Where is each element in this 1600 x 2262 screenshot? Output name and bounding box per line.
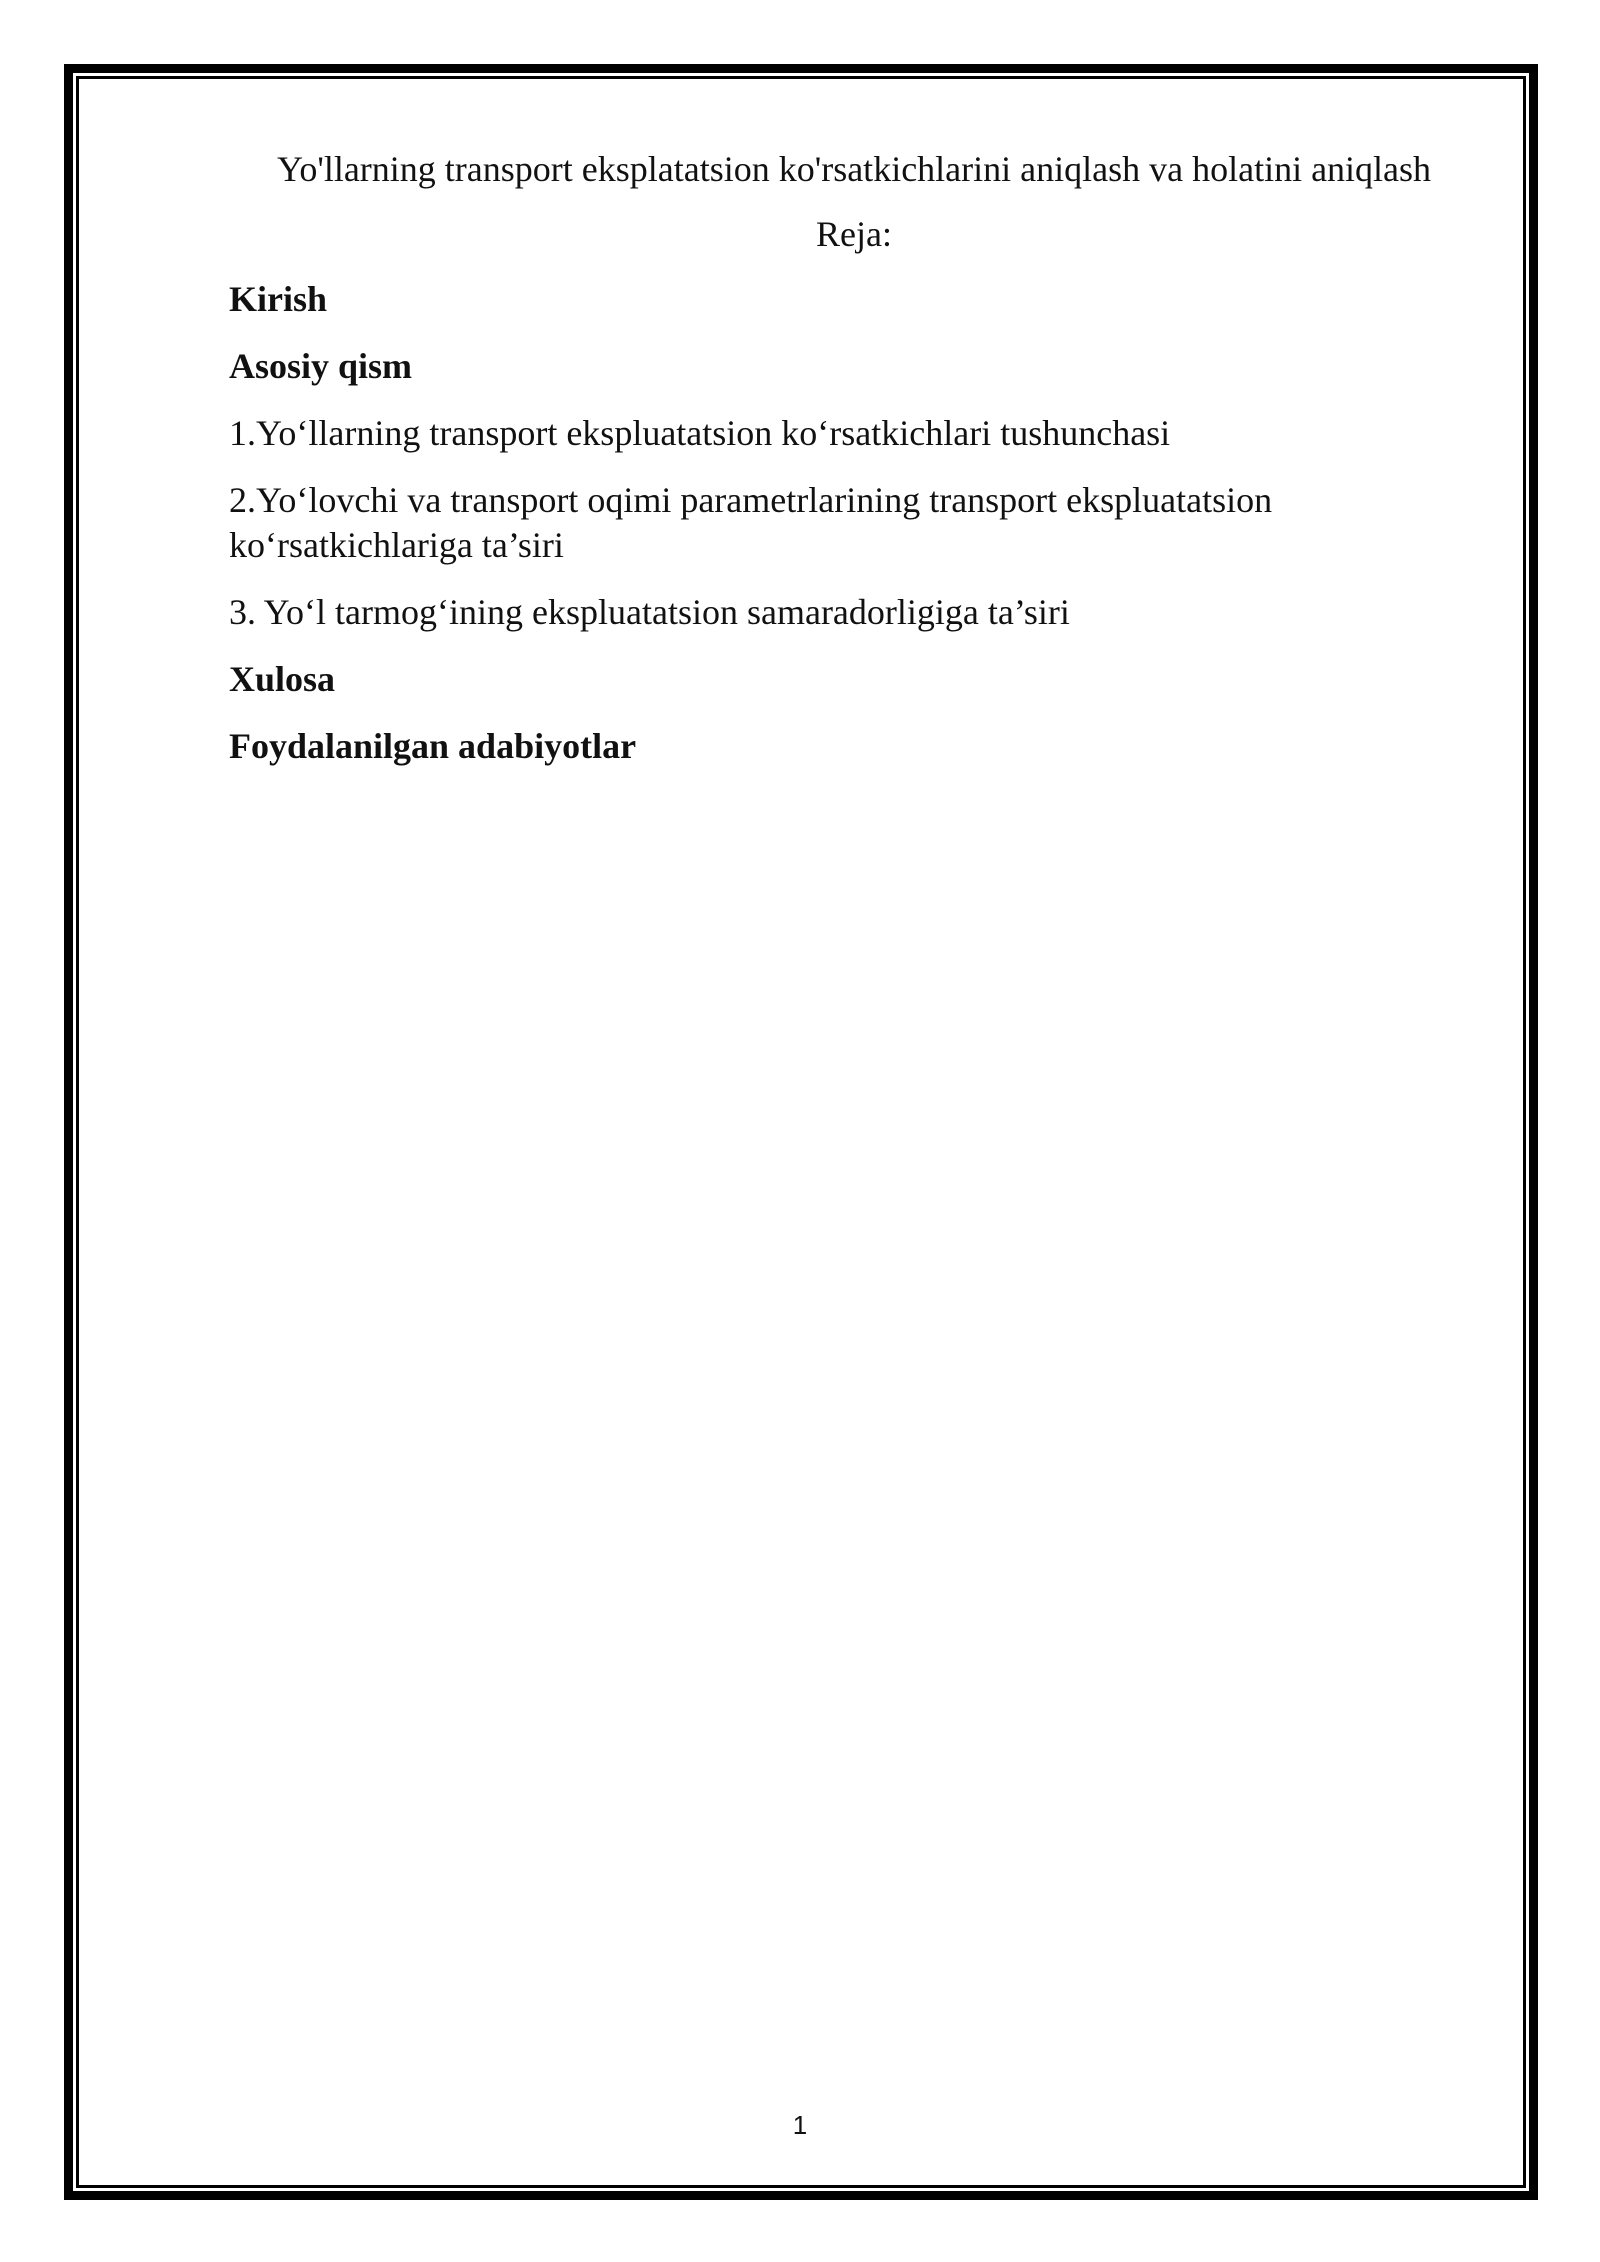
plan-item-section-1: 1.Yo‘llarning transport ekspluatatsion ko‘rsatkichlari tushunchasi xyxy=(229,413,1171,454)
plan-heading: Reja: xyxy=(816,214,892,255)
plan-item-main-part: Asosiy qism xyxy=(229,346,413,387)
page-number: 1 xyxy=(792,2110,808,2140)
document-body xyxy=(229,148,1479,791)
document-title: Yo'llarning transport eksplatatsion ko'rsatkichlarini aniqlash va holatini aniqlash xyxy=(276,149,1432,189)
plan-item-conclusion: Xulosa xyxy=(229,659,336,700)
plan-item-section-2: 2.Yo‘lovchi va transport oqimi parametrlarining transport ekspluatatsion ko‘rsatkichlariga ta’siri xyxy=(229,480,1273,566)
plan-item-section-3: 3. Yo‘l tarmog‘ining ekspluatatsion samaradorligiga ta’siri xyxy=(229,592,1070,633)
plan-item-introduction: Kirish xyxy=(229,279,328,320)
plan-item-references: Foydalanilgan adabiyotlar xyxy=(229,726,637,767)
